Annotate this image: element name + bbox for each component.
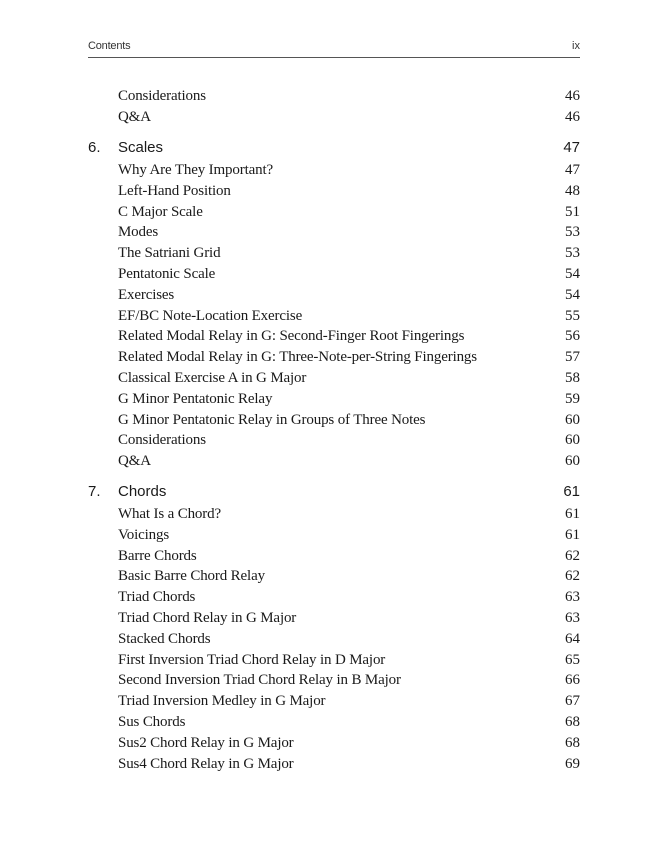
toc-entry[interactable] bbox=[118, 546, 580, 567]
toc-entry-title: Sus2 Chord Relay in G Major bbox=[118, 734, 294, 751]
toc-entry-page-number: 62 bbox=[565, 568, 580, 585]
toc-entry-page-number: 46 bbox=[565, 108, 580, 125]
toc-entry-page-number: 61 bbox=[565, 506, 580, 522]
toc-entry-page-number: 46 bbox=[565, 88, 580, 104]
toc-entry[interactable] bbox=[118, 368, 580, 389]
toc-entry-page-number: 47 bbox=[565, 162, 580, 178]
toc-entry-title: Second Inversion Triad Chord Relay in B Major bbox=[118, 672, 401, 689]
toc-entry-title: Stacked Chords bbox=[118, 630, 211, 647]
toc-entry-page-number: 68 bbox=[565, 714, 580, 730]
toc-entry-title: Triad Chord Relay in G Major bbox=[118, 610, 297, 626]
chapter-number: 7. bbox=[88, 483, 101, 500]
toc-entry[interactable] bbox=[118, 691, 580, 712]
toc-entry-page-number: 59 bbox=[565, 390, 580, 407]
toc-entry-title: First Inversion Triad Chord Relay in D Major bbox=[118, 651, 386, 668]
toc-entry-page-number: 60 bbox=[565, 453, 580, 470]
toc-entry[interactable] bbox=[118, 347, 580, 368]
toc-entry-title: Q&A bbox=[118, 453, 151, 470]
toc-entry[interactable] bbox=[118, 202, 580, 223]
running-head-page-number: ix bbox=[572, 40, 580, 52]
toc-entry-page-number: 62 bbox=[565, 547, 580, 564]
toc-entry-page-number: 60 bbox=[565, 432, 580, 449]
running-head bbox=[88, 40, 580, 58]
toc-entry[interactable] bbox=[118, 181, 580, 202]
toc-entry[interactable] bbox=[118, 650, 580, 671]
toc-entry-page-number: 53 bbox=[565, 245, 580, 262]
toc-entry-title: Exercises bbox=[118, 286, 175, 303]
toc-entry[interactable] bbox=[118, 670, 580, 691]
toc-entry[interactable] bbox=[118, 566, 580, 587]
toc-entry-page-number: 63 bbox=[565, 589, 580, 606]
toc-entry-page-number: 54 bbox=[565, 266, 580, 282]
toc-entry[interactable] bbox=[118, 733, 580, 754]
toc-entry[interactable] bbox=[118, 326, 580, 347]
toc-entry[interactable] bbox=[118, 243, 580, 264]
toc-entry-title: G Minor Pentatonic Relay in Groups of Three Notes bbox=[118, 411, 426, 428]
toc-entry[interactable] bbox=[118, 587, 580, 608]
toc-entry-title: Why Are They Important? bbox=[118, 162, 273, 178]
toc-entry[interactable] bbox=[118, 629, 580, 650]
chapter-page-number: 47 bbox=[563, 139, 580, 156]
toc-entry[interactable] bbox=[118, 222, 580, 243]
toc-entry-page-number: 67 bbox=[565, 693, 580, 710]
toc-entry-page-number: 57 bbox=[565, 349, 580, 366]
toc-entry-title: Q&A bbox=[118, 108, 151, 125]
toc-entry[interactable] bbox=[118, 451, 580, 472]
toc-entry[interactable] bbox=[118, 754, 580, 775]
toc-entry-title: Sus4 Chord Relay in G Major bbox=[118, 755, 294, 772]
toc-entry[interactable] bbox=[118, 525, 580, 546]
toc-entry-page-number: 51 bbox=[565, 203, 580, 220]
toc-entry-title: Modes bbox=[118, 224, 159, 241]
toc-entry-title: Considerations bbox=[118, 88, 206, 104]
toc-entry[interactable] bbox=[118, 160, 580, 181]
toc-entry-title: Left-Hand Position bbox=[118, 182, 231, 199]
toc-entry[interactable] bbox=[118, 430, 580, 451]
toc-entry-title: G Minor Pentatonic Relay bbox=[118, 390, 273, 407]
toc-entry-page-number: 64 bbox=[565, 630, 580, 647]
toc-entry-title: Basic Barre Chord Relay bbox=[118, 568, 265, 585]
toc-entry-page-number: 61 bbox=[565, 526, 580, 543]
chapter-heading[interactable] bbox=[88, 481, 580, 503]
chapter-title: Scales bbox=[118, 139, 164, 156]
toc-entry-title: Barre Chords bbox=[118, 547, 197, 564]
chapter-number: 6. bbox=[88, 139, 101, 156]
toc-entry-title: Classical Exercise A in G Major bbox=[118, 370, 307, 386]
toc-entry[interactable] bbox=[118, 410, 580, 431]
toc-entry-page-number: 65 bbox=[565, 651, 580, 668]
toc-entry-page-number: 69 bbox=[565, 755, 580, 772]
toc-entry-title: Voicings bbox=[118, 526, 170, 543]
toc-entry[interactable] bbox=[118, 86, 580, 107]
toc-entry[interactable] bbox=[118, 264, 580, 285]
toc-entry[interactable] bbox=[118, 389, 580, 410]
chapter-heading[interactable] bbox=[88, 137, 580, 159]
toc-entry-title: Triad Inversion Medley in G Major bbox=[118, 693, 326, 710]
toc-entry-page-number: 56 bbox=[565, 328, 580, 345]
header-rule bbox=[88, 57, 580, 58]
chapter-page-number: 61 bbox=[563, 483, 580, 500]
toc-entry[interactable] bbox=[118, 107, 580, 128]
toc-entry-title: Considerations bbox=[118, 432, 206, 449]
toc-entry-page-number: 48 bbox=[565, 182, 580, 199]
toc-entry[interactable] bbox=[118, 712, 580, 733]
toc-entry-page-number: 66 bbox=[565, 672, 580, 689]
toc-entry-title: The Satriani Grid bbox=[118, 245, 221, 262]
toc-entry-title: Related Modal Relay in G: Second-Finger Root Fingerings bbox=[118, 328, 465, 345]
toc-entry-page-number: 54 bbox=[565, 286, 580, 303]
toc-entry[interactable] bbox=[118, 285, 580, 306]
toc-entry-page-number: 55 bbox=[565, 307, 580, 324]
toc-entry-page-number: 60 bbox=[565, 411, 580, 428]
toc-entry[interactable] bbox=[118, 306, 580, 327]
toc-entry-title: EF/BC Note-Location Exercise bbox=[118, 307, 303, 324]
toc-entry-title: C Major Scale bbox=[118, 203, 203, 220]
running-head-section: Contents bbox=[88, 40, 131, 52]
toc-entry-page-number: 68 bbox=[565, 734, 580, 751]
toc-entry-page-number: 58 bbox=[565, 370, 580, 386]
toc-entry-title: Triad Chords bbox=[118, 589, 196, 606]
toc-entry-page-number: 63 bbox=[565, 610, 580, 626]
chapter-title: Chords bbox=[118, 483, 167, 500]
toc-entry-title: Related Modal Relay in G: Three-Note-per-String Fingerings bbox=[118, 349, 477, 366]
toc-entry-page-number: 53 bbox=[565, 224, 580, 241]
toc-entry-title: What Is a Chord? bbox=[118, 506, 221, 522]
toc-entry-title: Sus Chords bbox=[118, 714, 186, 730]
toc-entry[interactable] bbox=[118, 608, 580, 629]
toc-entry[interactable] bbox=[118, 504, 580, 525]
toc-entry-title: Pentatonic Scale bbox=[118, 266, 216, 282]
